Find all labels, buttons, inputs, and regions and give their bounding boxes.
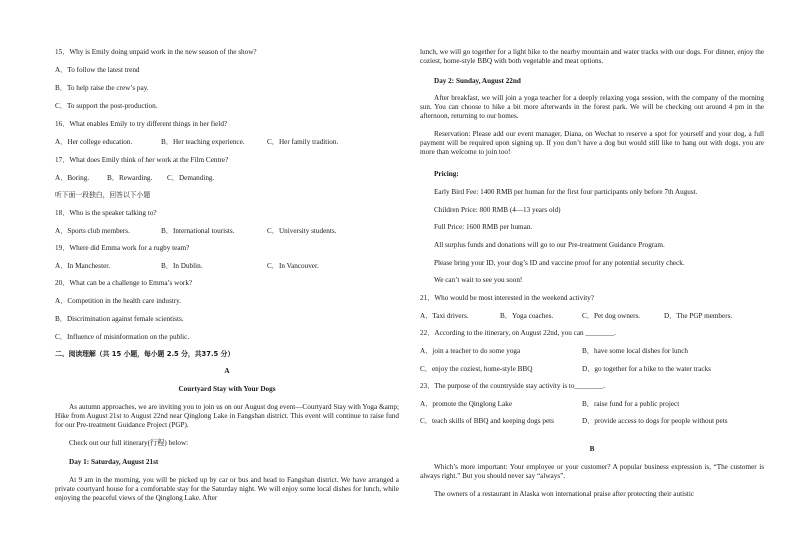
itinerary-intro: Check out our full itinerary(行程) below: — [69, 439, 189, 447]
q15-option-c: C．To support the post-production. — [55, 102, 158, 110]
passage-a-title: Courtyard Stay with Your Dogs — [178, 385, 276, 393]
price-early-bird: Early Bird Fee: 1400 RMB per human for the first four participants only before 7th August. — [434, 188, 698, 196]
day2-heading: Day 2: Sunday, August 22nd — [434, 77, 521, 85]
q23-option-d: D．provide access to dogs for people without pets — [582, 417, 728, 425]
passage-b-paragraph-1: Which’s more important: Your employee or your customer? A popular business expression is, “The customer is always right.” But you should never say “always”. — [420, 463, 764, 480]
note-surplus-funds: All surplus funds and donations will go to our Pre-treatment Guidance Program. — [434, 241, 665, 249]
q18-option-c: C．University students. — [267, 227, 337, 235]
q17-option-c: C．Demanding. — [167, 174, 215, 182]
q15-option-a: A．To follow the latest trend — [55, 66, 140, 74]
q21-option-b: B．Yoga coaches. — [500, 312, 554, 320]
day1-paragraph-continued: lunch, we will go together for a light hike to the nearby mountain and water tracks with our dogs. For dinner, enjoy the coziest, home-style BBQ with both vegetable and meat options. — [420, 48, 764, 65]
q19-stem: 19．Where did Emma work for a rugby team? — [55, 244, 190, 252]
q22-option-a: A．join a teacher to do some yoga — [420, 347, 521, 355]
passage-b-letter: B — [589, 445, 595, 453]
q17-option-a: A．Boring. — [55, 174, 90, 182]
q20-option-c: C．Influence of misinformation on the public. — [55, 333, 190, 341]
reservation-paragraph: Reservation: Please add our event manager, Diana, on Wechat to reserve a spot for yourself and your dog, a full payment will be required upon signing up. If you don’t have a dog but would still like to hang out with dogs, you are more than welcome to join too! — [420, 130, 764, 156]
day1-heading: Day 1: Saturday, August 21st — [69, 458, 159, 466]
q20-option-b: B．Discrimination against female scientists. — [55, 315, 184, 323]
day2-paragraph: After breakfast, we will join a yoga teacher for a deeply relaxing yoga session, with the company of the morning sun. You can choose to hike a bit more afterwards in the forest park. We will be checking out around 4 pm in the afternoon, returning to our homes. — [420, 94, 764, 120]
q16-option-a: A．Her college education. — [55, 138, 133, 146]
q21-option-a: A．Taxi drivers. — [420, 312, 469, 320]
q23-option-c: C．teach skills of BBQ and keeping dogs pets — [420, 417, 554, 425]
price-full: Full Price: 1600 RMB per human. — [434, 223, 533, 231]
q22-stem: 22．According to the itinerary, on August 22nd, you can ________. — [420, 329, 616, 337]
q18-option-b: B．International tourists. — [161, 227, 235, 235]
q18-stem: 18．Who is the speaker talking to? — [55, 209, 157, 217]
listening-instruction: 听下面一段独白，回答以下小题 — [55, 191, 151, 199]
passage-a-intro: As autumn approaches, we are inviting you to join us on our August dog event—Courtyard Stay with Yoga &amp; Hike from August 21st to August 22nd near Qinglong Lake in Fangshan district. This event will continue to raise fund for our Pre-treatment Guidance Project (PGP). — [55, 403, 399, 429]
q19-option-a: A．In Manchester. — [55, 262, 111, 270]
q22-option-c: C．enjoy the coziest, home-style BBQ — [420, 365, 533, 373]
q15-option-b: B．To help raise the crew’s pay. — [55, 84, 149, 92]
q22-option-d: D．go together for a hike to the water tracks — [582, 365, 711, 373]
q18-option-a: A．Sports club members. — [55, 227, 130, 235]
q20-stem: 20．What can be a challenge to Emma’s work? — [55, 279, 193, 287]
q16-stem: 16．What enables Emily to try different things in her field? — [55, 120, 228, 128]
q19-option-c: C．In Vancouver. — [267, 262, 319, 270]
q21-stem: 21．Who would be most interested in the weekend activity? — [420, 294, 595, 302]
q19-option-b: B．In Dublin. — [161, 262, 203, 270]
q16-option-b: B．Her teaching experience. — [161, 138, 245, 146]
note-bring-id: Please bring your ID, your dog’s ID and vaccine proof for any potential security check. — [434, 259, 685, 267]
q16-option-c: C．Her family tradition. — [267, 138, 339, 146]
section-title: 二、阅读理解（共 15 小题，每小题 2.5 分，共37.5 分） — [55, 350, 235, 358]
price-children: Children Price: 800 RMB (4—13 years old) — [434, 206, 561, 214]
q22-option-b: B．have some local dishes for lunch — [582, 347, 688, 355]
passage-b-paragraph-2: The owners of a restaurant in Alaska won international praise after protecting their autistic — [434, 490, 695, 498]
q23-option-a: A．promote the Qinglong Lake — [420, 400, 513, 408]
q17-option-b: B．Rewarding. — [107, 174, 153, 182]
day1-paragraph: At 9 am in the morning, you will be picked up by car or bus and head to Fangshan district. We have arranged a private courtyard house for a comfortable stay for the Saturday night. We will enjoy some local dishes for lunch, while enjoying the peaceful views of the Qinglong Lake. After — [55, 476, 399, 502]
note-see-you: We can’t wait to see you soon! — [434, 276, 523, 284]
passage-a-letter: A — [224, 367, 230, 375]
q23-option-b: B．raise fund for a public project — [582, 400, 680, 408]
q21-option-c: C．Pet dog owners. — [582, 312, 641, 320]
q15-stem: 15．Why is Emily doing unpaid work in the new season of the show? — [55, 48, 257, 56]
q20-option-a: A．Competition in the health care industry. — [55, 297, 182, 305]
q17-stem: 17．What does Emily think of her work at the Film Centre? — [55, 156, 229, 164]
pricing-heading: Pricing: — [434, 170, 459, 178]
q21-option-d: D．The PGP members. — [664, 312, 733, 320]
q23-stem: 23．The purpose of the countryside stay activity is to________. — [420, 382, 606, 390]
